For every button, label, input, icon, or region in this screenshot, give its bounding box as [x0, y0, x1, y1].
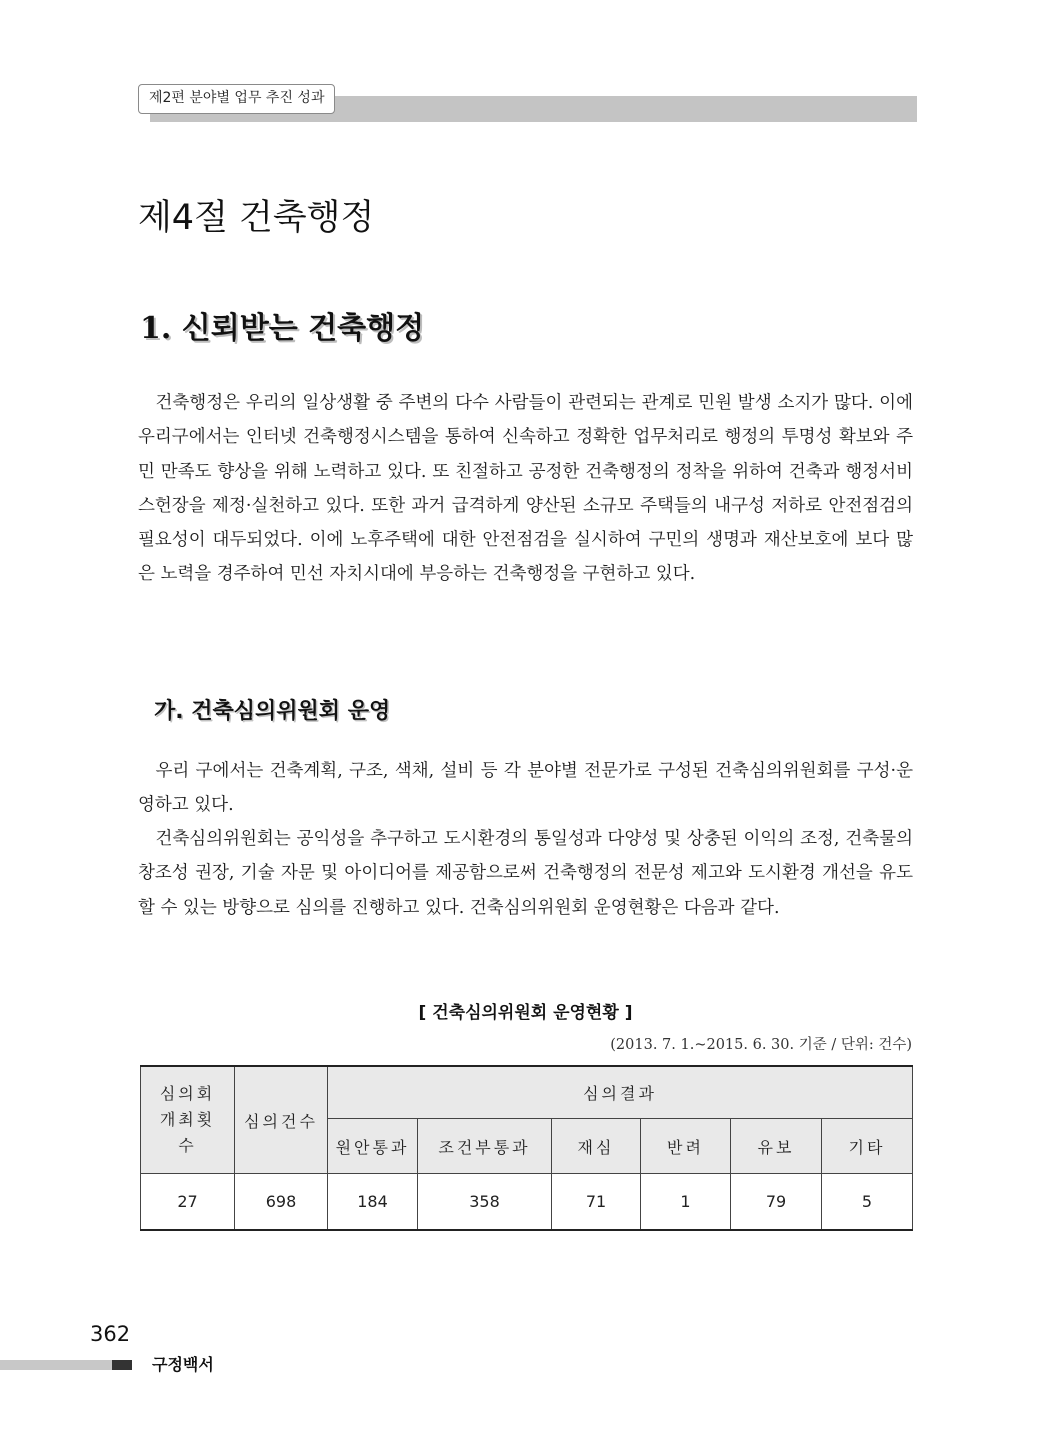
- sub-paragraph-1: 우리 구에서는 건축계획, 구조, 색채, 설비 등 각 분야별 전문가로 구성된 건축심의위원회를 구성·운영하고 있다.: [138, 761, 913, 816]
- footer-book-title: 구정백서: [152, 1355, 214, 1374]
- cell-deferred: 79: [731, 1174, 822, 1231]
- chapter-title: 제4절 건축행정: [138, 198, 375, 238]
- subsection-title: 가. 건축심의위원회 운영: [154, 699, 391, 724]
- header-original-pass: 원안통과: [328, 1119, 418, 1174]
- header-other: 기타: [822, 1119, 913, 1174]
- part-label-tab: [138, 84, 335, 114]
- cell-original-pass: 184: [328, 1174, 418, 1231]
- cell-rejected: 1: [641, 1174, 731, 1231]
- cell-other: 5: [822, 1174, 913, 1231]
- header-re-review: 재심: [552, 1119, 641, 1174]
- header-deferred: 유보: [731, 1119, 822, 1174]
- page-number: 362: [90, 1322, 131, 1346]
- table-row: [141, 1174, 913, 1231]
- table-note: (2013. 7. 1.~2015. 6. 30. 기준 / 단위: 건수): [610, 1037, 912, 1053]
- footer-bar: [0, 1360, 112, 1370]
- table-caption: [ 건축심의위원회 운영현황 ]: [418, 1003, 633, 1023]
- footer-square: [112, 1360, 132, 1370]
- cell-reviews: 698: [235, 1174, 328, 1231]
- header-meetings: 심의회 개최횟수: [141, 1066, 235, 1174]
- cell-conditional-pass: 358: [418, 1174, 552, 1231]
- sub-paragraph-2: 건축심의위원회는 공익성을 추구하고 도시환경의 통일성과 다양성 및 상충된 이익의 조정, 건축물의 창조성 권장, 기술 자문 및 아이디어를 제공함으로써 건축행정의 전문성 제고와 도시환경 개선을 유도할 수 있는 방향으로 심의를 진행하고 있다. 건축심의위원회 운영현황은 다음과 같다.: [138, 829, 913, 918]
- intro-paragraph: 건축행정은 우리의 일상생활 중 주변의 다수 사람들이 관련되는 관계로 민원 발생 소지가 많다. 이에 우리구에서는 인터넷 건축행정시스템을 통하여 신속하고 정확한 업무처리로 행정의 투명성 확보와 주민 만족도 향상을 위해 노력하고 있다. 또 친절하고 공정한 건축행정의 정착을 위하여 건축과 행정서비스헌장을 제정·실천하고 있다. 또한 과거 급격하게 양산된 소규모 주택들의 내구성 저하로 안전점검의 필요성이 대두되었다. 이에 노후주택에 대한 안전점검을 실시하여 구민의 생명과 재산보호에 보다 많은 노력을 경주하여 민선 자치시대에 부응하는 건축행정을 구현하고 있다.: [138, 393, 913, 585]
- section-title: 1. 신뢰받는 건축행정: [140, 311, 425, 346]
- review-stats-table: [140, 1065, 913, 1231]
- part-label: 제2편 분야별 업무 추진 성과: [149, 90, 325, 106]
- cell-re-review: 71: [552, 1174, 641, 1231]
- header-conditional-pass: 조건부통과: [418, 1119, 552, 1174]
- header-rejected: 반려: [641, 1119, 731, 1174]
- cell-meetings: 27: [141, 1174, 235, 1231]
- header-reviews: 심의건수: [235, 1066, 328, 1174]
- header-results: 심의결과: [328, 1066, 913, 1119]
